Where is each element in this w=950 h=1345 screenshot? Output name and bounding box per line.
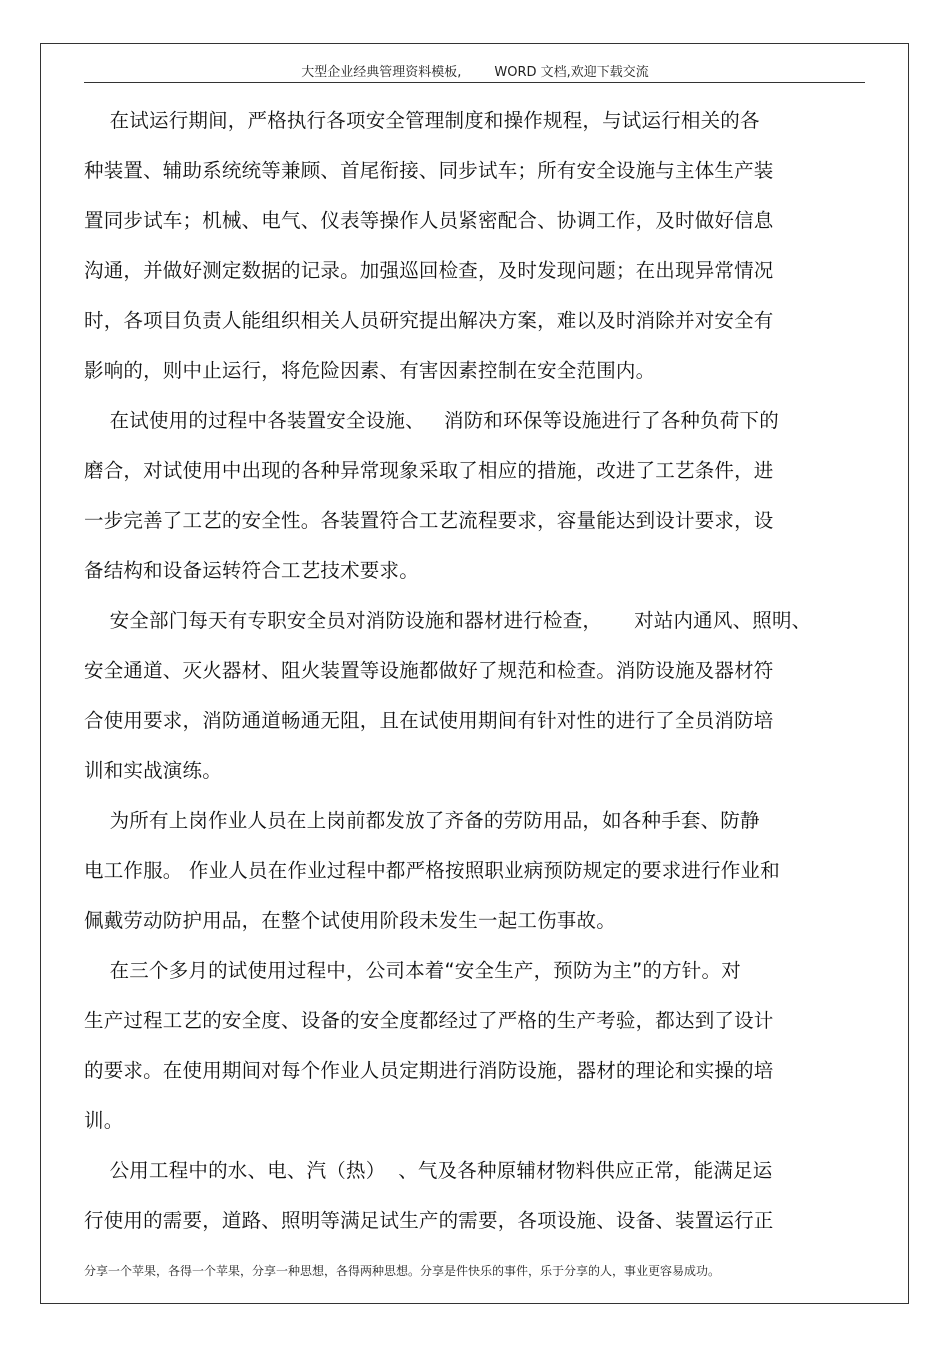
text-line: 在三个多月的试使用过程中，公司本着“安全生产，预防为主”的方针。对 xyxy=(84,959,741,982)
text-line: 在试运行期间，严格执行各项安全管理制度和操作规程，与试运行相关的各 xyxy=(84,109,760,132)
text-line: 生产过程工艺的安全度、设备的安全度都经过了严格的生产考验，都达到了设计 xyxy=(84,1009,774,1032)
page-header: 大型企业经典管理资料模板, WORD 文档,欢迎下载交流 xyxy=(301,65,649,80)
text-line: 合使用要求，消防通道畅通无阻，且在试使用期间有针对性的进行了全员消防培 xyxy=(84,709,774,732)
page-footer: 分享一个苹果，各得一个苹果，分享一种思想，各得两种思想。分享是件快乐的事件，乐于分享的人，事业更容易成功。 xyxy=(84,1264,721,1278)
text-line: 的要求。在使用期间对每个作业人员定期进行消防设施，器材的理论和实操的培 xyxy=(84,1059,774,1082)
text-line: 电工作服。 作业人员在作业过程中都严格按照职业病预防规定的要求进行作业和 xyxy=(84,859,780,882)
header-divider xyxy=(84,82,865,83)
text-line: 种装置、辅助系统统等兼顾、首尾衔接、同步试车；所有安全设施与主体生产装 xyxy=(84,159,774,182)
text-line: 为所有上岗作业人员在上岗前都发放了齐备的劳防用品，如各种手套、防静 xyxy=(84,809,760,832)
text-line: 在试使用的过程中各装置安全设施、 消防和环保等设施进行了各种负荷下的 xyxy=(84,409,779,432)
paragraph-safety-facilities xyxy=(84,396,874,596)
paragraph-utilities xyxy=(84,1146,874,1246)
text-line: 一步完善了工艺的安全性。各装置符合工艺流程要求，容量能达到设计要求，设 xyxy=(84,509,774,532)
text-line: 磨合，对试使用中出现的各种异常现象采取了相应的措施，改进了工艺条件，进 xyxy=(84,459,774,482)
text-line: 公用工程中的水、电、汽（热） 、气及各种原辅材物料供应正常，能满足运 xyxy=(84,1159,773,1182)
paragraph-safety-policy xyxy=(84,946,874,1146)
paragraph-trial-operation xyxy=(84,96,874,396)
text-line: 训和实战演练。 xyxy=(84,759,222,782)
text-line: 影响的，则中止运行，将危险因素、有害因素控制在安全范围内。 xyxy=(84,359,656,382)
text-line: 沟通，并做好测定数据的记录。加强巡回检查，及时发现问题；在出现异常情况 xyxy=(84,259,774,282)
text-line: 时，各项目负责人能组织相关人员研究提出解决方案，难以及时消除并对安全有 xyxy=(84,309,774,332)
paragraph-protective-equipment xyxy=(84,796,874,946)
text-line: 训。 xyxy=(84,1109,124,1132)
document-body xyxy=(84,96,874,1246)
text-line: 安全部门每天有专职安全员对消防设施和器材进行检查， 对站内通风、照明、 xyxy=(84,609,812,632)
text-line: 行使用的需要，道路、照明等满足试生产的需要，各项设施、设备、装置运行正 xyxy=(84,1209,774,1232)
text-line: 备结构和设备运转符合工艺技术要求。 xyxy=(84,559,419,582)
text-line: 置同步试车；机械、电气、仪表等操作人员紧密配合、协调工作，及时做好信息 xyxy=(84,209,774,232)
text-line: 佩戴劳动防护用品，在整个试使用阶段未发生一起工伤事故。 xyxy=(84,909,616,932)
text-line: 安全通道、灭火器材、阻火装置等设施都做好了规范和检查。消防设施及器材符 xyxy=(84,659,774,682)
paragraph-fire-inspection xyxy=(84,596,874,796)
